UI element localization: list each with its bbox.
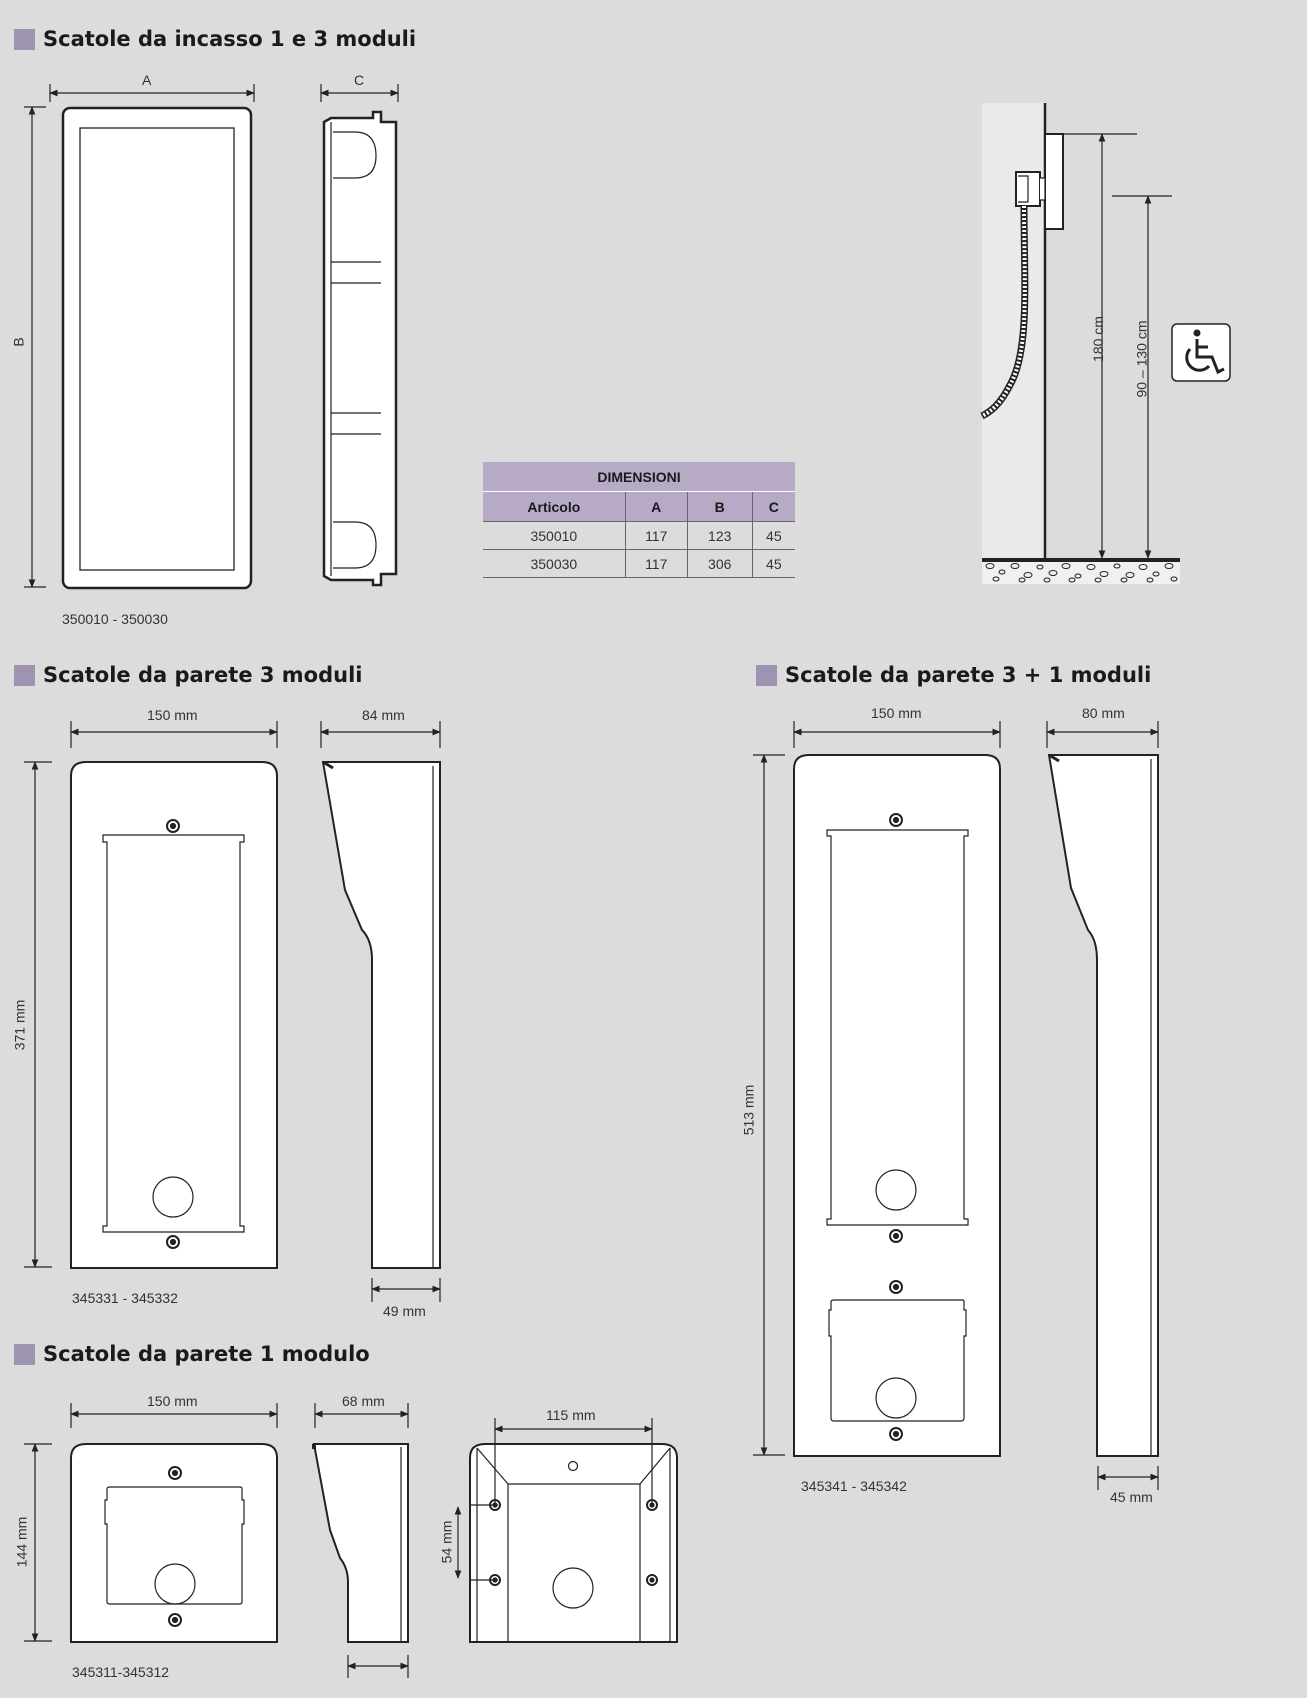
incasso-front-view [24,84,254,588]
parete31-height-label: 513 mm [740,1084,757,1136]
parete3-width-label: 150 mm [147,707,198,723]
height-total-label: 180 cm [1089,316,1106,362]
parete3-bottom-depth-label: 49 mm [383,1303,426,1319]
table-cell: 123 [687,522,752,550]
incasso-product-code: 350010 - 350030 [62,611,168,627]
table-row [483,522,795,550]
section-title-parete3: Scatole da parete 3 moduli [14,663,362,687]
parete31-depth-label: 80 mm [1082,705,1125,721]
parete3-side-view [321,721,440,1302]
parete3-height-label: 371 mm [11,999,28,1051]
parete31-product-code: 345341 - 345342 [801,1478,907,1494]
parete1-hole-spacing-v-label: 54 mm [438,1520,455,1564]
table-header: Articolo [483,492,625,522]
table-header: B [687,492,752,522]
table-header: A [625,492,687,522]
parete3-front-view [24,721,277,1268]
dim-a-label: A [142,72,152,88]
table-cell: 45 [752,522,795,550]
installation-drawing [982,103,1230,584]
parete3-product-code: 345331 - 345332 [72,1290,178,1306]
parete31-side-view [1047,721,1158,1490]
parete31-width-label: 150 mm [871,705,922,721]
parete1-depth-label: 68 mm [342,1393,385,1409]
table-cell: 117 [625,522,687,550]
parete1-side-view [314,1403,408,1678]
parete1-width-label: 150 mm [147,1393,198,1409]
parete31-front-view [753,721,1000,1456]
table-cell: 117 [625,550,687,578]
table-cell: 45 [752,550,795,578]
section-title-parete31: Scatole da parete 3 + 1 moduli [756,663,1151,687]
parete1-back-view [458,1418,677,1642]
parete31-bottom-depth-label: 45 mm [1110,1489,1153,1505]
dim-c-label: C [354,72,365,88]
parete3-depth-label: 84 mm [362,707,405,723]
table-title: DIMENSIONI [483,462,795,492]
height-range-label: 90 – 130 cm [1133,320,1150,398]
dimensions-table [483,462,795,578]
parete1-height-label: 144 mm [13,1516,30,1568]
table-row [483,550,795,578]
table-cell: 350030 [483,550,625,578]
parete1-product-code: 345311-345312 [72,1664,170,1680]
section-title-incasso: Scatole da incasso 1 e 3 moduli [14,27,416,51]
dim-b-label: B [10,337,27,347]
wheelchair-icon [1172,324,1230,381]
parete1-front-view [24,1403,277,1642]
section-title-parete1: Scatole da parete 1 modulo [14,1342,370,1366]
table-cell: 350010 [483,522,625,550]
incasso-side-view [321,84,398,585]
table-cell: 306 [687,550,752,578]
table-header: C [752,492,795,522]
parete1-hole-spacing-h-label: 115 mm [546,1407,596,1423]
